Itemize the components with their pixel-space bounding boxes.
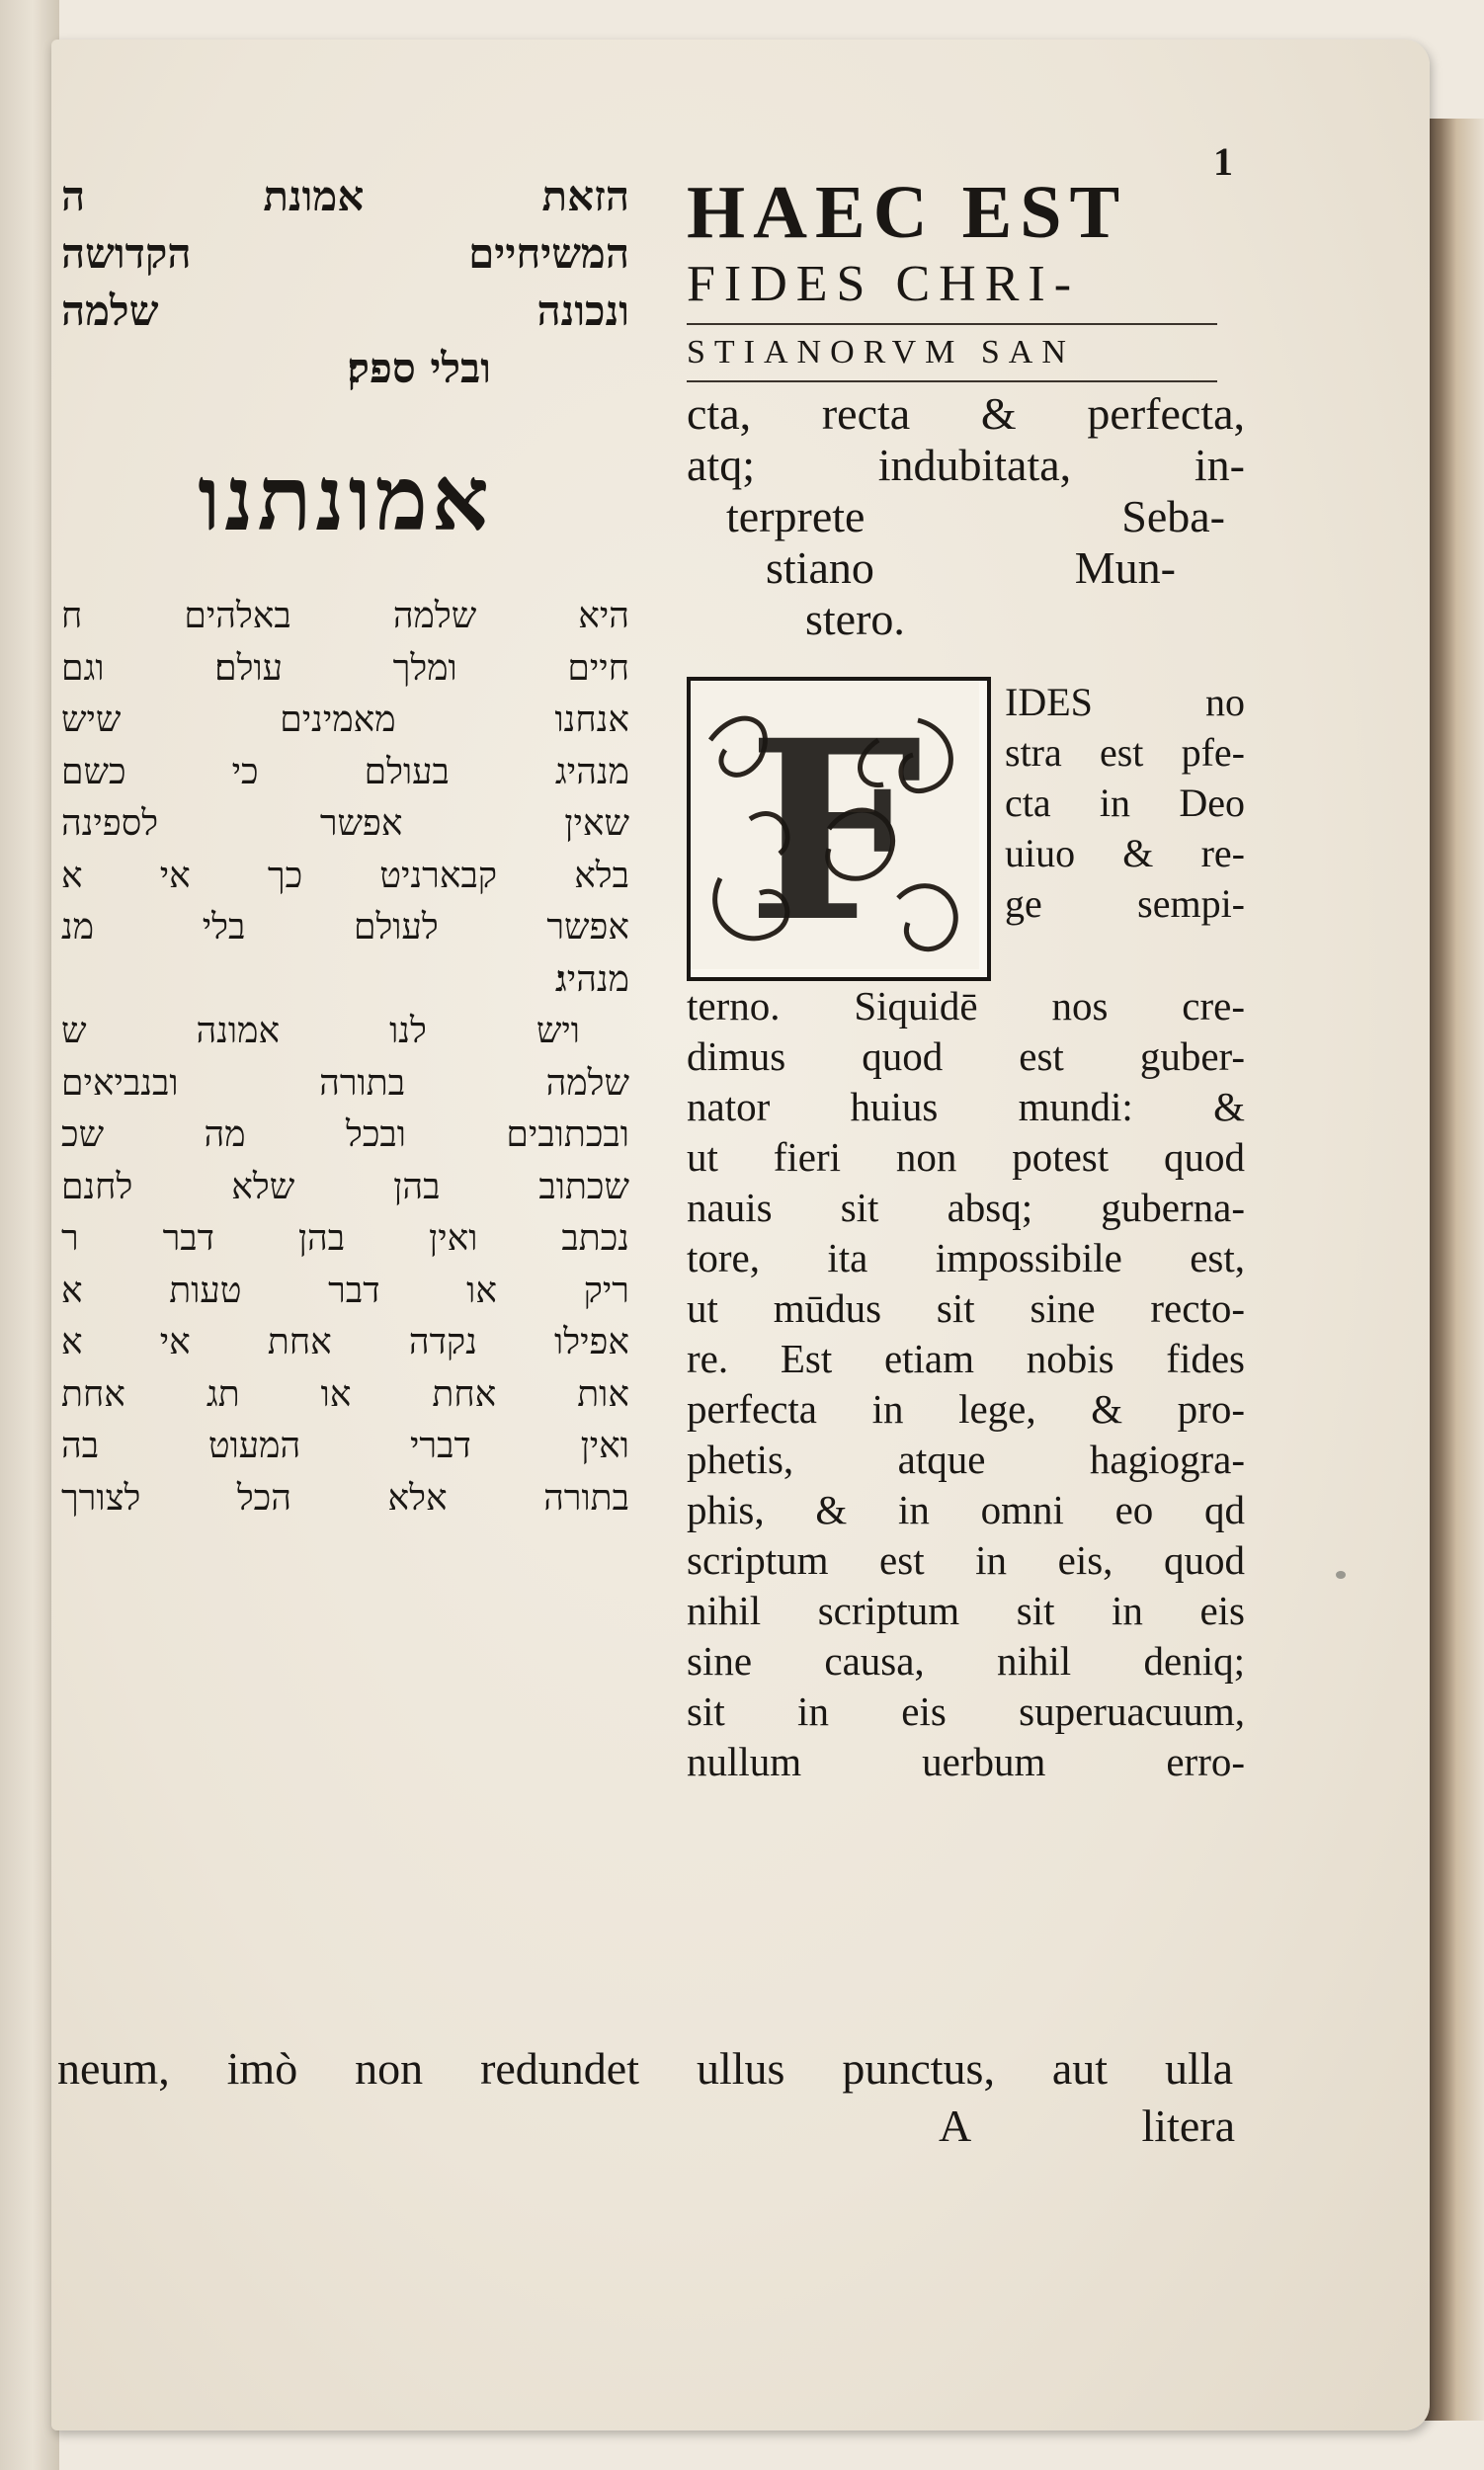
latin-line: uiuo & re- (1005, 831, 1245, 875)
initial-letter: F (747, 686, 923, 969)
latin-line: re. Est etiam nobis fides (687, 1336, 1245, 1381)
hebrew-line: אפשר לעולם בלי מנ (61, 907, 629, 947)
hebrew-line: נכתב ואין בהן דבר ר (61, 1218, 629, 1259)
latin-title: HAEC EST (687, 171, 1128, 254)
hebrew-line: בתורה אלא הכל לצורך (61, 1477, 629, 1519)
latin-line: sine causa, nihil deniq; (687, 1638, 1245, 1684)
latin-line: dimus quod est guber- (687, 1033, 1245, 1079)
latin-line: nauis sit absq; guberna- (687, 1185, 1245, 1230)
hebrew-line: אפילו נקדה אחת אי א (61, 1322, 629, 1362)
latin-column (687, 173, 1245, 1787)
full-width-line: neum, imò non redundet ullus punctus, aut ulla (57, 2043, 1233, 2094)
hebrew-line: ובכתובים ובכל מה שכ (61, 1114, 629, 1155)
latin-line: IDES no (1005, 680, 1245, 724)
hebrew-line: שאין אפשר לספינה (61, 803, 629, 844)
latin-title-line: terprete Seba- (726, 491, 1225, 541)
book-right-edge (1423, 119, 1484, 2421)
hebrew-line: אות אחת או תג אחת (61, 1373, 629, 1415)
hebrew-column (61, 168, 629, 1524)
hebrew-line: ריק או דבר טעות א (61, 1270, 629, 1311)
hebrew-line: חיים ומלך עולם׃ וגם (61, 647, 629, 689)
latin-line: cta in Deo (1005, 781, 1245, 825)
decorated-initial-art (691, 681, 979, 969)
latin-line: ut fieri non potest quod (687, 1134, 1245, 1180)
latin-line: phetis, atque hagiogra- (687, 1437, 1245, 1482)
page-number: 1 (1213, 139, 1233, 184)
latin-subtitle: FIDES CHRI- (687, 256, 1081, 312)
hebrew-line: שלמה בתורה ובנביאים (61, 1062, 629, 1104)
latin-caps-line: STIANORVM SAN (687, 334, 1075, 370)
hebrew-line: מנהיג בעולם כי כשם (61, 751, 629, 792)
signature-row (939, 2100, 1235, 2152)
initial-paragraph (687, 677, 1245, 981)
hebrew-title-line: הזאת אמונת ה (61, 172, 629, 220)
hebrew-line: היא שלמה באלהים ח (61, 596, 629, 636)
latin-title-line: stero. (805, 594, 905, 644)
title-rule (687, 323, 1217, 325)
catchword: litera (1141, 2100, 1235, 2151)
latin-line: ut mūdus sit sine recto- (687, 1285, 1245, 1331)
latin-line: nihil scriptum sit in eis (687, 1588, 1245, 1633)
latin-line: nator huius mundi: & (687, 1084, 1245, 1129)
title-rule (687, 380, 1217, 382)
hebrew-line: ואין דברי המעוט בה (61, 1426, 629, 1466)
initial-side-lines (1005, 677, 1245, 981)
latin-line: ge sempi- (1005, 881, 1245, 926)
signature-mark: A (939, 2100, 972, 2151)
latin-title-line: atq; indubitata, in- (687, 440, 1245, 490)
latin-line: sit in eis superuacuum, (687, 1688, 1245, 1734)
hebrew-line: אנחנו מאמינים שיש (61, 700, 629, 740)
latin-line: phis, & in omni eo qd (687, 1487, 1245, 1532)
hebrew-line: בלא קבארניט כך אי א (61, 855, 629, 896)
latin-line: tore, ita impossibile est, (687, 1235, 1245, 1280)
hebrew-title-line: ונכונה שלמה (61, 287, 629, 335)
latin-title-line: stiano Mun- (766, 542, 1176, 593)
latin-line: scriptum est in eis, quod (687, 1537, 1245, 1583)
hebrew-line: שכתוב בהן שלא לחנם (61, 1166, 629, 1207)
hebrew-heading: אמונתנו (198, 447, 493, 551)
hebrew-title-line: המשיחיים הקדושה (61, 229, 629, 278)
latin-line: perfecta in lege, & pro- (687, 1386, 1245, 1432)
hebrew-line: מנהיג׃ (554, 958, 629, 1000)
latin-title-line: cta, recta & perfecta, (687, 388, 1245, 439)
latin-line: terno. Siquidē nos cre- (687, 983, 1245, 1029)
paper-spot (1336, 1571, 1346, 1579)
hebrew-title-line: ובלי ספק׃ (347, 344, 491, 392)
hebrew-line: ויש לנו אמונה ש (61, 1011, 580, 1051)
decorated-initial (687, 677, 991, 981)
book-left-edge (0, 0, 59, 2470)
latin-line: stra est pfe- (1005, 730, 1245, 775)
latin-line: nullum uerbum erro- (687, 1739, 1245, 1784)
